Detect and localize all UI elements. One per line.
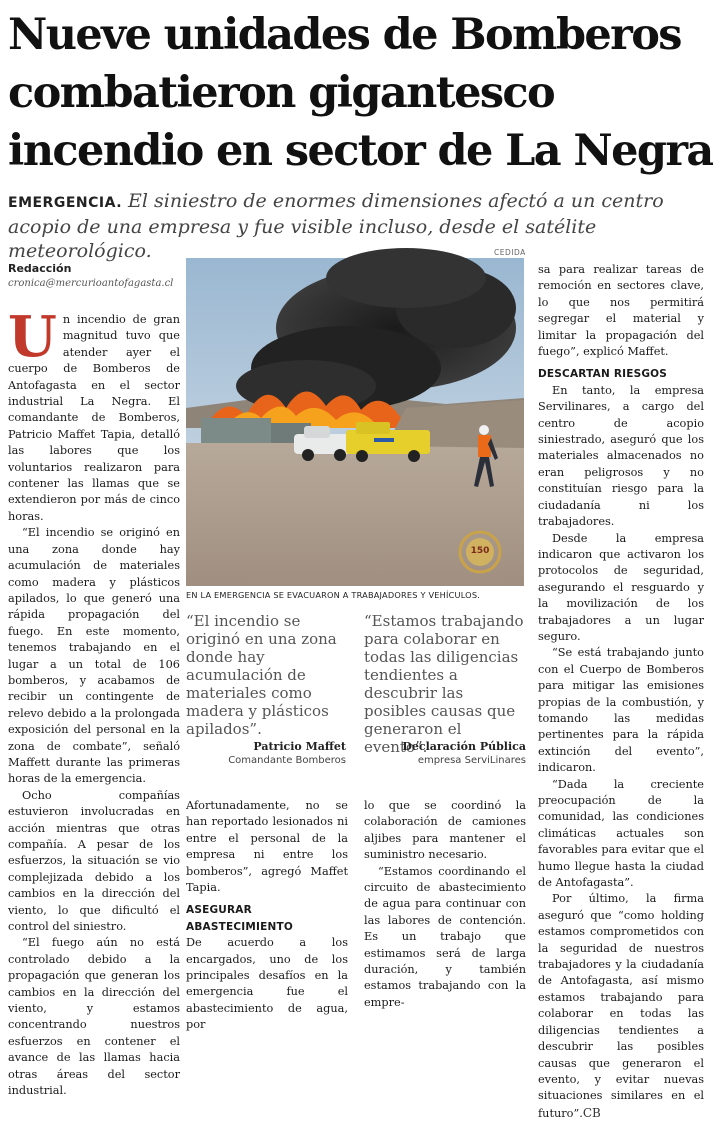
fire-photo-illustration	[186, 258, 524, 586]
headline-line-2: combatieron gigantesco	[8, 68, 555, 118]
column-3	[364, 798, 526, 1011]
deck	[8, 189, 698, 263]
column-1-paragraph-3: Ocho compañías estuvieron involucradas en acción mientras que otras compañía. A pesar de los esfuerzos, la situación se vio complejizada debido a los cambios en la dirección del viento, lo que dificultó el control del siniestro.	[8, 788, 180, 934]
byline-author: Redacción	[8, 262, 72, 275]
pull-quote-1: “El incendio se originó en una zona donde hay acumulación de materiales como madera y plásticos apilados”.	[186, 612, 337, 738]
column-4-paragraph-6: Por último, la firma aseguró que “como holding estamos comprometidos con la seguridad de nuestros trabajadores y la ciudadanía de Antofagasta, así mismo estamos trabajando para colaborar en todas las diligencias tendientes a descubrir las posibles causas que generaron el evento, y evitar nuevas situaciones similares en el futuro”.CB	[538, 892, 704, 1120]
column-1	[8, 304, 180, 1100]
column-4-paragraph-4: “Se está trabajando junto con el Cuerpo de Bomberos para mitigar las emisiones propias de la combustión, y tomando las medidas pertinentes para la rápida extinción del evento”, indicaron.	[538, 646, 704, 775]
column-4-paragraph-5: “Dada la creciente preocupación de la comunidad, las condiciones climáticas actuales son favorables para evitar que el humo llegue hasta la ciudad de Antofagasta”.	[538, 777, 704, 890]
deck-text: El siniestro de enormes dimensiones afectó a un centro acopio de una empresa y fue visible incluso, desde el satélite meteorológico.	[8, 190, 664, 262]
byline-email: cronica@mercurioantofagasta.cl	[8, 278, 174, 289]
end-mark-icon: CB	[582, 1105, 601, 1120]
headline	[8, 6, 713, 180]
headline-line-3: incendio en sector de La Negra	[8, 126, 713, 176]
column-3-paragraph-1: lo que se coordinó la colaboración de camiones aljibes para mantener el suministro necesario.	[364, 799, 526, 862]
pull-quote-1-attribution	[186, 740, 346, 766]
pull-quote-2-attribution	[364, 740, 526, 766]
column-2	[186, 798, 348, 1034]
photo-credit: CEDIDA	[494, 248, 526, 257]
column-2-subhead: ASEGURAR ABASTECIMIENTO	[186, 904, 293, 933]
column-2-paragraph-2: De acuerdo a los encargados, uno de los principales desafíos en la emergencia fue el abastecimiento de agua, por	[186, 936, 348, 1032]
anniversary-badge-label: 150	[470, 546, 490, 556]
column-1-paragraph-2: “El incendio se originó en una zona donde hay acumulación de materiales como madera y plásticos apilados, lo que generó una rápida propagación del fuego. En este momento, tenemos trabajando en el lugar a un total de 106 bomberos, y acabamos de recibir un contingente de relevo debido a la prolongada exposición del personal en la zona de combate”, señaló Maffett durante las primeras horas de la emergencia.	[8, 526, 180, 786]
column-4-paragraph-2: En tanto, la empresa Servilinares, a cargo del centro de acopio siniestrado, aseguró que los materiales almacenados no eran peligrosos y no constituían riesgo para la ciudadanía ni los trabajadores.	[538, 383, 704, 529]
column-4-paragraph-3: Desde la empresa indicaron que activaron los protocolos de seguridad, asegurando el resguardo y la movilización de los trabajadores a un lugar seguro.	[538, 531, 704, 643]
pull-quote-2: “Estamos trabajando para colaborar en todas las diligencias tendientes a descubrir las posibles causas que generaron el evento”.	[364, 612, 524, 756]
column-2-paragraph-1: Afortunadamente, no se han reportado lesionados ni entre el personal de la empresa ni entre los bomberos”, agregó Maffet Tapia.	[186, 799, 348, 895]
column-4	[538, 262, 704, 1122]
fire-photo	[186, 258, 524, 586]
column-1-paragraph-4: “El fuego aún no está controlado debido a la propagación que generan los cambios en la dirección del viento, y estamos concentrando nuestros esfuerzos en contener el avance de las llamas hacia otras áreas del sector industrial.	[8, 936, 180, 1098]
column-3-paragraph-2: “Estamos coordinando el circuito de abastecimiento de agua para continuar con las labores de contención. Es un trabajo que estimamos será de larga duración, y también estamos trabajando con la empre-	[364, 864, 526, 1009]
column-1-paragraph-1: Un incendio de gran magnitud tuvo que atender ayer el cuerpo de Bomberos de Antofagasta en el sector industrial La Negra. El comandante de Bomberos, Patricio Maffet Tapia, detalló las labores que los voluntarios realizaron para contener las llamas que se extendieron por más de cinco horas.	[8, 304, 180, 523]
dropcap: U	[8, 304, 57, 370]
column-4-subhead: DESCARTAN RIESGOS	[538, 368, 668, 381]
pull-quote-1-role: Comandante Bomberos	[228, 755, 346, 766]
photo-caption: EN LA EMERGENCIA SE EVACUARON A TRABAJADORES Y VEHÍCULOS.	[186, 590, 481, 600]
column-4-paragraph-1: sa para realizar tareas de remoción en sectores clave, lo que nos permitirá segregar el material y limitar la propagación del fuego”, explicó Maffet.	[538, 263, 704, 359]
pull-quote-2-role: empresa ServiLinares	[417, 755, 526, 766]
deck-kicker: EMERGENCIA.	[8, 195, 123, 211]
pull-quote-1-name: Patricio Maffet	[253, 740, 346, 753]
byline	[8, 262, 183, 289]
pull-quote-2-name: Declaración Pública	[402, 740, 526, 753]
headline-line-1: Nueve unidades de Bomberos	[8, 10, 681, 60]
